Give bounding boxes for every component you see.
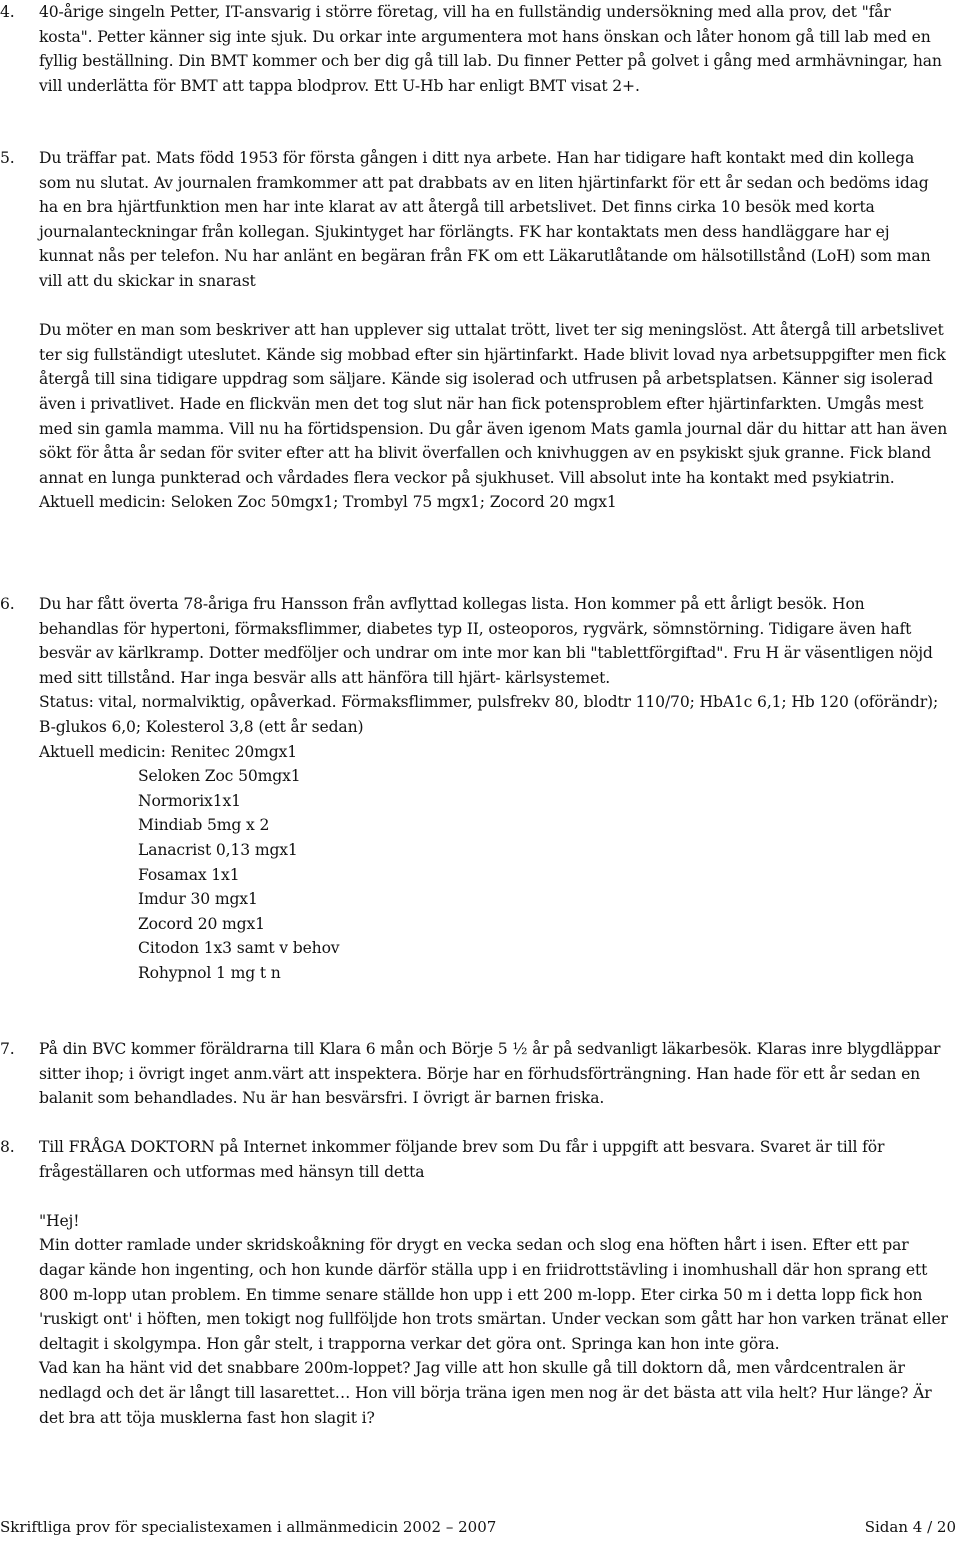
- page-number: Sidan 4 / 20: [864, 1518, 956, 1536]
- medication-item: Fosamax 1x1: [138, 865, 240, 884]
- medication-list: [138, 764, 948, 985]
- question-text: På din BVC kommer föräldrarna till Klara 6 mån och Börje 5 ½ år på sedvanligt läkarbesök. Klaras inre blygdläppar sitter ihop; i övrigt inget anm.värt att inspektera. Börje har en förhudsförträngning. Han hade för ett år sedan en balanit som behandlades. Nu är han besvärsfri. I övrigt är barnen friska.: [39, 1040, 941, 1108]
- medication-item: Normorix1x1: [138, 791, 241, 810]
- question-number: 4.: [0, 3, 15, 21]
- question-text: Till FRÅGA DOKTORN på Internet inkommer följande brev som Du får i uppgift att besvara. Svaret är till för frågeställaren och utformas med hänsyn till detta: [39, 1138, 885, 1181]
- question-text: Du möter en man som beskriver att han upplever sig uttalat trött, livet ter sig meningslöst. Att återgå till arbetslivet ter sig fullständigt uteslutet. Kände sig mobbad efter sin hjärtinfarkt. Hade blivit lovad nya arbetsuppgifter men fick återgå till sina tidigare uppdrag som säljare. Kände sig isolerad och utfrusen på arbetsplatsen. Känner sig isolerad även i privatlivet. Hade en flickvän men det tog slut när han fick potensproblem efter hjärtinfarkten. Umgås mest med sin gamla mamma. Vill nu ha förtidspension. Du går även igenom Mats gamla journal där du hittar att han även sökt för åtta år sedan för sviter efter att ha blivit överfallen och knivhuggen av en psykiskt sjuk granne. Fick bland annat en lunga punkterad och vårdades flera veckor på sjukhuset. Vill absolut inte ha kontakt med psykiatrin.: [39, 321, 948, 487]
- question-number: 8.: [0, 1138, 15, 1156]
- letter-greeting: "Hej!: [39, 1211, 80, 1230]
- question-6: [0, 592, 948, 986]
- medication-item: Imdur 30 mgx1: [138, 890, 258, 909]
- question-number: 7.: [0, 1040, 15, 1058]
- medication-line: Aktuell medicin: Seloken Zoc 50mgx1; Trombyl 75 mgx1; Zocord 20 mgx1: [39, 493, 617, 512]
- medication-label: Aktuell medicin: Renitec 20mgx1: [39, 742, 297, 761]
- question-text: Du träffar pat. Mats född 1953 för första gången i ditt nya arbete. Han har tidigare haft kontakt med din kollega som nu slutat. Av journalen framkommer att pat drabbats av en liten hjärtinfarkt för ett år sedan och bedöms idag ha en bra hjärtfunktion men har inte klarat av att återgå till arbetslivet. Det finns cirka 10 besök med korta journalanteckningar från kollegan. Sjukintyget har förlängts. FK har kontaktats men dess handläggare har ej kunnat nås per telefon. Nu har anlänt en begäran från FK om ett Läkarutlåtande om hälsotillstånd (LoH) som man vill att du skickar in snarast: [39, 149, 931, 290]
- medication-item: Zocord 20 mgx1: [138, 914, 265, 933]
- question-8: [0, 1135, 948, 1430]
- medication-item: Rohypnol 1 mg t n: [138, 963, 281, 982]
- medication-item: Lanacrist 0,13 mgx1: [138, 840, 298, 859]
- question-5: [0, 146, 948, 515]
- letter-text: Vad kan ha hänt vid det snabbare 200m-loppet? Jag ville att hon skulle gå till doktorn då, men vårdcentralen är nedlagd och det är långt till lasarettet… Hon vill börja träna igen men nog är det bästa att vila helt? Hur länge? Är det bra att töja musklerna fast hon slagit i?: [39, 1359, 932, 1427]
- question-number: 6.: [0, 595, 15, 613]
- question-7: [0, 1037, 948, 1111]
- question-text: 40-årige singeln Petter, IT-ansvarig i större företag, vill ha en fullständig undersökning med alla prov, det "får kosta". Petter känner sig inte sjuk. Du orkar inte argumentera mot hans önskan och låter honom gå till lab med en fyllig beställning. Din BMT kommer och ber dig gå till lab. Du finner Petter på golvet i gång med armhävningar, han vill underlätta för BMT att tappa blodprov. Ett U-Hb har enligt BMT visat 2+.: [39, 3, 942, 95]
- question-number: 5.: [0, 149, 15, 167]
- footer-title: Skriftliga prov för specialistexamen i allmänmedicin 2002 – 2007: [0, 1518, 497, 1536]
- question-text: Du har fått överta 78-åriga fru Hansson från avflyttad kollegas lista. Hon kommer på ett årligt besök. Hon behandlas för hypertoni, förmaksflimmer, diabetes typ II, osteoporos, rygvärk, sömnstörning. Tidigare även haft besvär av kärlkramp. Dotter medföljer och undrar om inte mor kan bli "tablettförgiftad". Fru H är väsentligen nöjd med sitt tillstånd. Har inga besvär alls att hänföra till hjärt- kärlsystemet.: [39, 595, 933, 687]
- letter-text: Min dotter ramlade under skridskoåkning för drygt en vecka sedan och slog ena höften hårt i isen. Efter ett par dagar kände hon ingenting, och hon kunde därför ställa upp i en friidrottstävling i inomhushall där hon sprang ett 800 m-lopp utan problem. En timme senare ställde hon upp i ett 200 m-lopp. Eter cirka 50 m i detta lopp fick hon 'ruskigt ont' i höften, men tokigt nog fullföljde hon trots smärtan. Under veckan som gått har hon varken tränat eller deltagit i skolgympa. Hon går stelt, i trapporna verkar det göra ont. Springa kan hon inte göra.: [39, 1236, 948, 1353]
- medication-item: Seloken Zoc 50mgx1: [138, 767, 301, 786]
- status-text: Status: vital, normalviktig, opåverkad. Förmaksflimmer, pulsfrekv 80, blodtr 110/70; HbA1c 6,1; Hb 120 (oförändr); B-glukos 6,0; Kolesterol 3,8 (ett år sedan): [39, 693, 939, 736]
- question-4: [0, 0, 948, 98]
- medication-item: Mindiab 5mg x 2: [138, 816, 270, 835]
- medication-item: Citodon 1x3 samt v behov: [138, 939, 340, 958]
